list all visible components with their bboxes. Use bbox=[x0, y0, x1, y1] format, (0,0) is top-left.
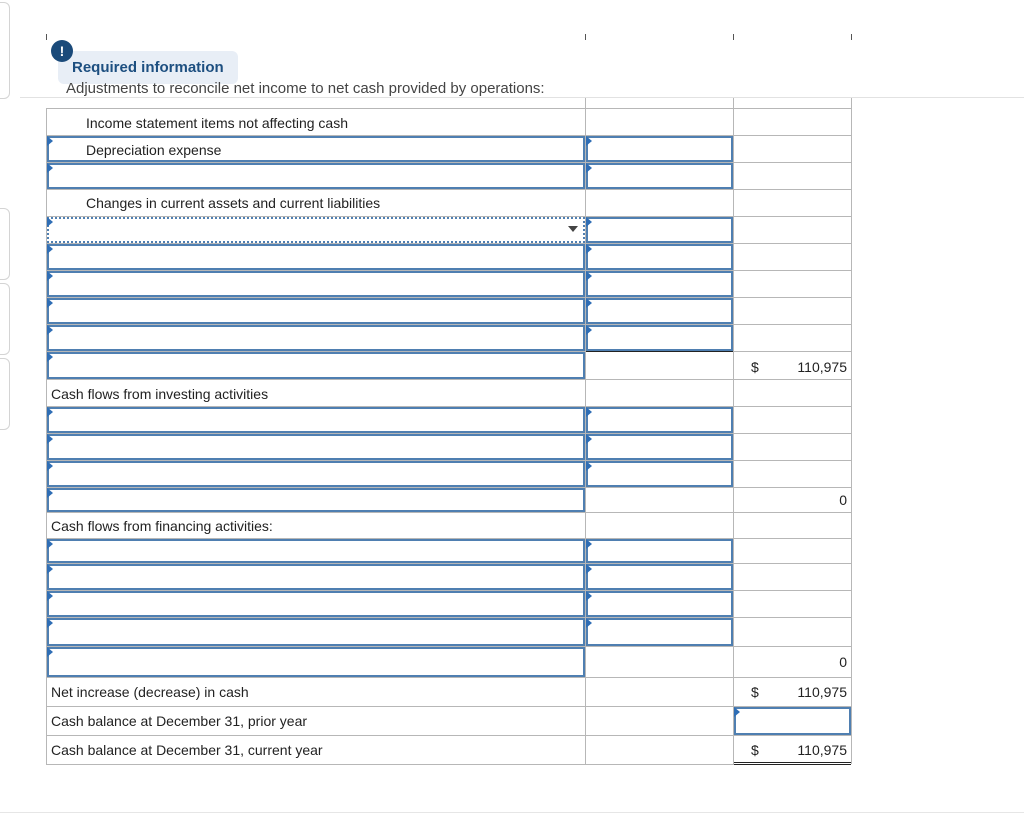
amount-input[interactable] bbox=[586, 271, 733, 297]
account-input[interactable] bbox=[47, 163, 585, 189]
account-input[interactable] bbox=[47, 591, 585, 617]
subtotal-rule bbox=[586, 351, 733, 352]
grid-line bbox=[46, 677, 852, 678]
side-panel-tab-4[interactable] bbox=[0, 358, 10, 430]
investing-total-label-input[interactable] bbox=[47, 488, 585, 512]
grid-line bbox=[46, 189, 852, 190]
required-information-label: Required information bbox=[72, 59, 224, 76]
account-input[interactable] bbox=[47, 539, 585, 563]
grid-line bbox=[46, 108, 852, 109]
grid-line bbox=[851, 98, 852, 764]
depreciation-label: Depreciation expense bbox=[86, 142, 222, 158]
operating-total-value: 110,975 bbox=[797, 359, 847, 375]
amount-input[interactable] bbox=[586, 591, 733, 617]
footer-divider bbox=[0, 812, 1024, 813]
account-input[interactable] bbox=[47, 564, 585, 590]
amount-input[interactable] bbox=[586, 298, 733, 324]
account-input[interactable] bbox=[47, 618, 585, 646]
grid-line bbox=[46, 735, 852, 736]
net-increase-label: Net increase (decrease) in cash bbox=[51, 684, 249, 700]
net-increase-currency: $ bbox=[751, 684, 759, 700]
account-input[interactable] bbox=[47, 461, 585, 487]
investing-heading: Cash flows from investing activities bbox=[51, 386, 269, 402]
adjustments-heading: Adjustments to reconcile net income to net cash provided by operations: bbox=[66, 80, 545, 97]
side-panel-tab-2[interactable] bbox=[0, 208, 10, 280]
current-year-balance-label: Cash balance at December 31, current year bbox=[51, 742, 323, 758]
current-year-currency: $ bbox=[751, 742, 759, 758]
prior-year-balance-input[interactable] bbox=[734, 707, 851, 735]
amount-input[interactable] bbox=[586, 539, 733, 563]
not-affecting-cash-label: Income statement items not affecting cash bbox=[86, 115, 348, 131]
column-tick bbox=[46, 34, 47, 40]
financing-total-value: 0 bbox=[839, 654, 847, 670]
amount-input[interactable] bbox=[586, 163, 733, 189]
prior-year-balance-label: Cash balance at December 31, prior year bbox=[51, 713, 308, 729]
column-tick bbox=[585, 34, 586, 40]
grid-line bbox=[46, 706, 852, 707]
grid-line bbox=[586, 764, 734, 765]
financing-total-label-input[interactable] bbox=[47, 647, 585, 677]
account-input[interactable] bbox=[47, 434, 585, 460]
account-input[interactable] bbox=[47, 325, 585, 351]
grid-line bbox=[46, 764, 586, 765]
amount-input[interactable] bbox=[586, 618, 733, 646]
amount-input[interactable] bbox=[586, 325, 733, 351]
operating-total-currency: $ bbox=[751, 359, 759, 375]
side-panel-tab-1[interactable] bbox=[0, 2, 10, 99]
column-tick bbox=[733, 34, 734, 40]
account-input[interactable] bbox=[47, 271, 585, 297]
net-increase-value: 110,975 bbox=[797, 684, 847, 700]
double-underline bbox=[734, 762, 851, 765]
account-select[interactable] bbox=[47, 217, 585, 243]
grid-line bbox=[46, 379, 852, 380]
grid-line bbox=[46, 512, 852, 513]
account-input[interactable] bbox=[47, 298, 585, 324]
column-tick bbox=[851, 34, 852, 40]
operating-total-label-input[interactable] bbox=[47, 352, 585, 379]
amount-input[interactable] bbox=[586, 217, 733, 243]
account-input[interactable] bbox=[47, 244, 585, 270]
side-panel-tab-3[interactable] bbox=[0, 283, 10, 355]
amount-input[interactable] bbox=[586, 564, 733, 590]
current-year-balance-value: 110,975 bbox=[797, 742, 847, 758]
amount-input[interactable] bbox=[586, 407, 733, 433]
amount-input[interactable] bbox=[586, 434, 733, 460]
amount-input[interactable] bbox=[586, 461, 733, 487]
investing-total-value: 0 bbox=[839, 492, 847, 508]
changes-current-label: Changes in current assets and current liabilities bbox=[86, 195, 381, 211]
dropdown-arrow-icon[interactable] bbox=[566, 222, 580, 236]
alert-icon: ! bbox=[51, 40, 73, 62]
grid-line bbox=[733, 98, 734, 764]
amount-input[interactable] bbox=[586, 136, 733, 162]
financing-heading: Cash flows from financing activities: bbox=[51, 518, 273, 534]
account-input[interactable] bbox=[47, 407, 585, 433]
amount-input[interactable] bbox=[586, 244, 733, 270]
